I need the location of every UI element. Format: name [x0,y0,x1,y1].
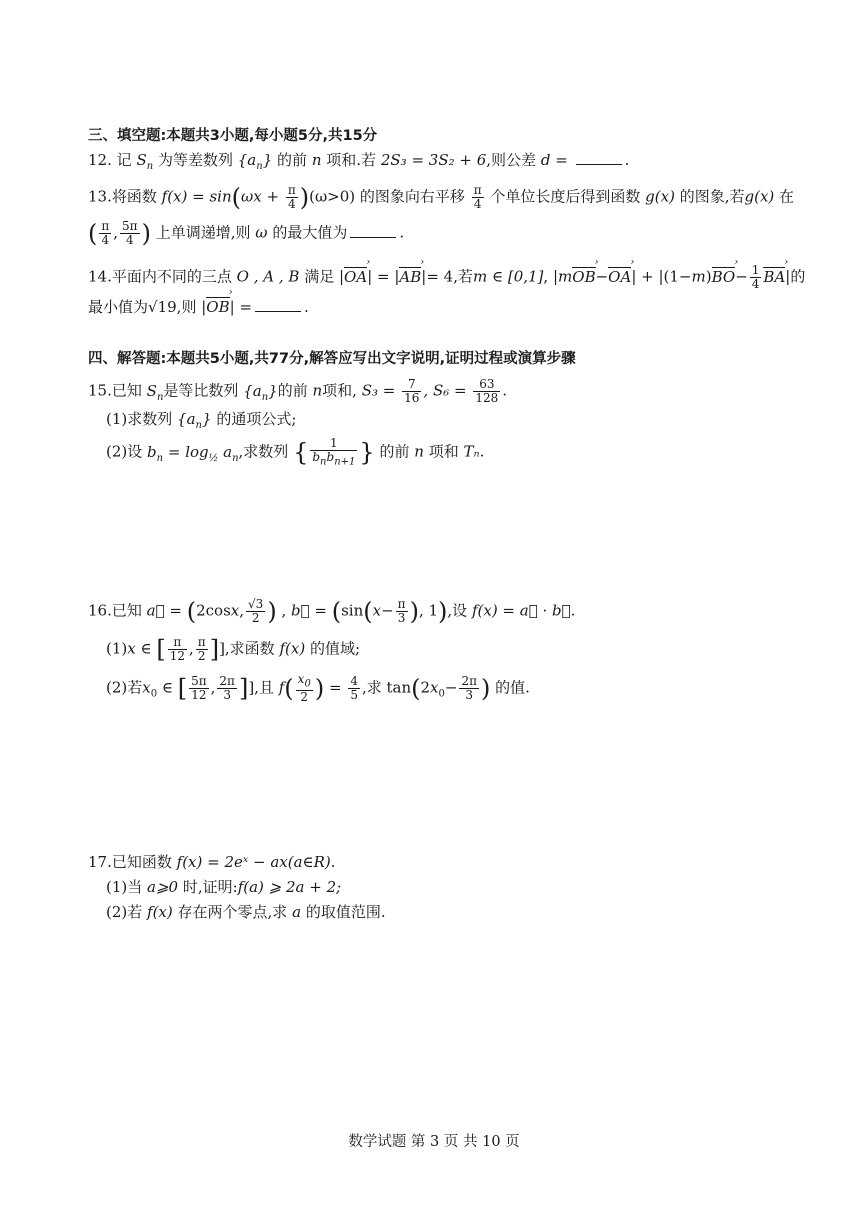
fraction: $\frac{x_0}{2}$ [297,672,311,705]
question-16: 16.已知 a⃗ = (2cosx, $\frac{√3}{2}$ ) , b⃗ = (sin(x− $\frac{\pi}{3}$ ), 1),设 f(x) = a⃗ · b⃗. [88,597,576,626]
fraction: $\frac{2\pi}{3}$ [219,674,235,703]
fraction: $\frac{1}{4}$ [751,263,760,291]
question-16-part-2: (2)若$x_0$ ∈ [ $\frac{5\pi}{12}$ , $\frac{2\pi}{3}$ ]],且 f( $\frac{x_0}{2}$ ) = $\frac{4}{5}$ ,求 $\tan(2x_0-$ $\frac{2\pi}{3}$ ) 的值. [106,672,530,705]
fraction: $\frac{\pi}{4}$ [101,219,110,247]
answer-blank [255,299,301,312]
q16-number: 16. [88,601,112,620]
question-15-part-1: (1)求数列 $\{a_n\}$ 的通项公式; [106,410,297,431]
fraction: $\frac{\pi}{3}$ [397,597,406,625]
question-17: 17.已知函数 f(x) = 2eˣ − ax(a∈R). [88,853,336,871]
fraction: $\frac{5\pi}{12}$ [191,674,207,703]
q17-number: 17. [88,853,112,871]
question-16-part-1: (1)x ∈ [ $\frac{\pi}{12}$ , $\frac{\pi}{2}$ ]],求函数 f(x) 的值域; [106,635,361,664]
question-17-part-1: (1)当 a⩾0 时,证明:f(a) ⩾ 2a + 2; [106,878,342,896]
answer-blank [350,225,396,238]
fraction: $\frac{\pi}{12}$ [169,635,186,663]
question-15: 15.已知 $S_n$是等比数列 $\{a_n\}$的前 n项和, S₃ = $\frac{7}{16}$ , S₆ = $\frac{63}{128}$ . [88,377,508,405]
q14-number: 14. [88,267,112,286]
q12-number: 12. [88,151,112,169]
fraction: $\frac{2\pi}{3}$ [461,674,477,703]
section-3-title: 三、填空题:本题共3小题,每小题5分,共15分 [88,128,378,144]
fraction: $\frac{4}{5}$ [350,674,358,703]
question-12: 12. 记 $S_n$ 为等差数列 $\{a_n\}$ 的前 n 项和.若 2S₃ = 3S₂ + 6,则公差 d = . [88,151,630,172]
q15-number: 15. [88,381,112,400]
answer-blank [576,152,622,165]
fraction: $\frac{1}{b_nb_{n+1}}$ [312,436,356,468]
fraction: $\frac{\pi}{4}$ [287,183,296,211]
fraction: $\frac{\pi}{2}$ [197,635,206,663]
fraction: $\frac{7}{16}$ [404,377,420,405]
question-14-line2: 最小值为√19,则 |OB ›| = . [88,296,309,317]
fraction: $\frac{5\pi}{4}$ [122,219,138,247]
question-17-part-2: (2)若 f(x) 存在两个零点,求 a 的取值范围. [106,903,386,921]
question-13-line2: ( $\frac{\pi}{4}$ , $\frac{5\pi}{4}$ ) 上单调递增,则 ω 的最大值为 . [88,219,405,248]
question-15-part-2: (2)设 $b_n = \log_{\frac{1}{2}} a_n$,求数列 { $\frac{1}{b_nb_{n+1}}$ } 的前 n 项和 Tₙ. [106,436,485,468]
fraction: $\frac{63}{128}$ [475,377,499,405]
question-13: 13.将函数 f(x) = sin(ωx + $\frac{\pi}{4}$ )(ω>0) 的图象向右平移 $\frac{\pi}{4}$ 个单位长度后得到函数 g(x) 的图象,若g(x) 在 [88,183,795,212]
q13-number: 13. [88,187,112,206]
page-footer: 数学试题 第 3 页 共 10 页 [348,1134,520,1150]
fraction: $\frac{\pi}{4}$ [473,183,482,211]
section-4-title: 四、解答题:本题共5小题,共77分,解答应写出文字说明,证明过程或演算步骤 [88,351,576,367]
fraction: $\frac{√3}{2}$ [248,597,264,625]
question-14: 14.平面内不同的三点 O , A , B 满足 |OA ›| = |AB ›|= 4,若m ∈ [0,1], |mOB ›−OA ›| + |(1−m)BO ›− $\frac{1}{4}$ BA ›|的 [88,264,805,291]
